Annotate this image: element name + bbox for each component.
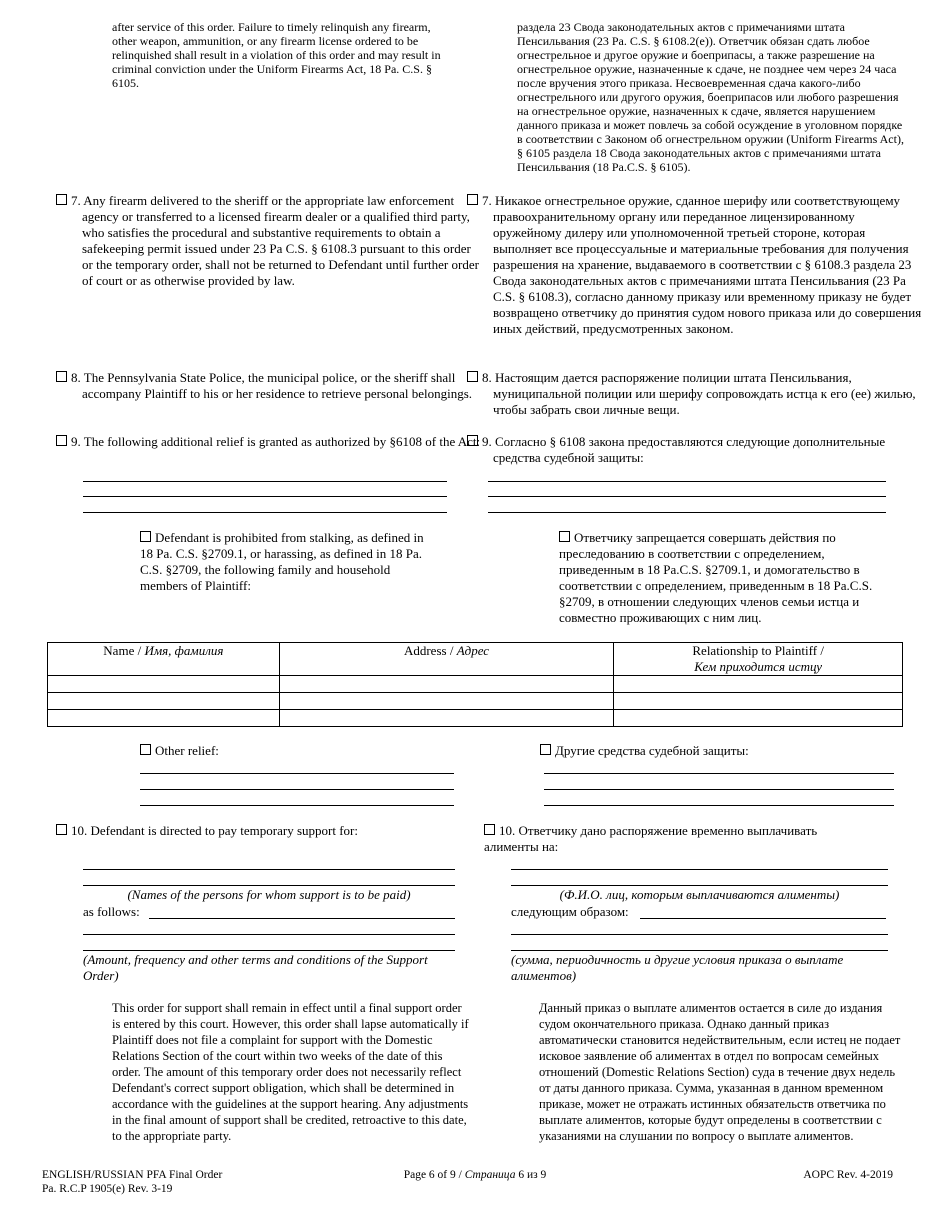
other-relief-line-en[interactable] bbox=[140, 789, 454, 790]
item-8-en: 8. The Pennsylvania State Police, the municipal police, or the sheriff shall accompany Plaintiff to his or her residence to retrieve personal belongings. bbox=[56, 370, 482, 402]
item-9-blank-line-ru[interactable] bbox=[488, 512, 886, 513]
table-cell[interactable] bbox=[48, 676, 280, 693]
item-9-checkbox-ru[interactable] bbox=[467, 435, 478, 446]
item-9-blank-line-ru[interactable] bbox=[488, 481, 886, 482]
item-9-checkbox-en[interactable] bbox=[56, 435, 67, 446]
as-follows-line-en[interactable] bbox=[149, 918, 455, 919]
other-relief-line-ru[interactable] bbox=[544, 789, 894, 790]
support-names-line-en[interactable] bbox=[83, 885, 455, 886]
names-caption-ru: (Ф.И.О. лиц, которым выплачиваются алименты) bbox=[559, 887, 840, 902]
table-cell[interactable] bbox=[279, 693, 614, 710]
support-amount-line-en[interactable] bbox=[83, 934, 455, 935]
support-names-line-ru[interactable] bbox=[511, 885, 888, 886]
item-8-checkbox-ru[interactable] bbox=[467, 371, 478, 382]
firearm-relinquish-text-ru: раздела 23 Свода законодательных актов с примечаниями штата Пенсильвания (23 Pa. C.S. § 6108.2(e)). Ответчик обязан сдать любое огнестрельное и другое оружие и боеприпасы, а также разрешение на огнестрельное оружие, назначенные к сдаче, не позднее чем через 24 часа после вручения этого приказа. Несвоевременная сдача какого-либо огнестрельного или другого оружия, боеприпасов или любого разрешения на огнестрельное оружие, назначенных к сдаче, является нарушением данного приказа и может повлечь за собой осуждение в уголовном порядке в соответствии с Законом об огнестрельном оружии (Uniform Firearms Act), § 6105 раздела 18 Свода законодательных актов с примечаниями штата Пенсильвания (18 Pa.C.S. § 6105). bbox=[517, 20, 904, 174]
amount-caption-ru: (сумма, периодичность и другие условия приказа о выплате алиментов) bbox=[511, 952, 844, 983]
item-7-checkbox-en[interactable] bbox=[56, 194, 67, 205]
table-cell[interactable] bbox=[48, 710, 280, 727]
item-10-ru: 10. Ответчику дано распоряжение временно выплачивать алименты на: bbox=[484, 823, 818, 854]
column-header-name: Name / Имя, фамилия bbox=[48, 643, 280, 676]
stalking-checkbox-ru[interactable] bbox=[559, 531, 570, 542]
as-follows-label-en: as follows: bbox=[83, 904, 140, 919]
support-amount-line-ru[interactable] bbox=[511, 934, 888, 935]
table-cell[interactable] bbox=[614, 710, 903, 727]
item-8-ru: 8. Настоящим дается распоряжение полиции штата Пенсильвания, муниципальной полиции или шерифу сопровождать истца к его (ее) жилью, чтобы забрать свои личные вещи. bbox=[467, 370, 923, 418]
support-amount-line-en[interactable] bbox=[83, 950, 455, 951]
other-relief-line-ru[interactable] bbox=[544, 805, 894, 806]
item-10-en: 10. Defendant is directed to pay temporary support for: bbox=[56, 823, 456, 839]
column-header-relationship: Relationship to Plaintiff / Кем приходится истцу bbox=[614, 643, 903, 676]
support-order-body-en: This order for support shall remain in effect until a final support order is entered by this court. However, this order shall lapse automatically if Plaintiff does not file a complaint for support with the Domestic Relations Section of the court within two weeks of the date of this order. The amount of this temporary order does not necessarily reflect Defendant's correct support obligation, which shall be determined in accordance with the guidelines at the support hearing. Any adjustments in the final amount of support shall be credited, retroactive to this date, to the appropriate party. bbox=[112, 1001, 469, 1143]
item-10-checkbox-en[interactable] bbox=[56, 824, 67, 835]
other-relief-checkbox-en[interactable] bbox=[140, 744, 151, 755]
table-cell[interactable] bbox=[614, 693, 903, 710]
item-7-en: 7. Any firearm delivered to the sheriff or the appropriate law enforcement agency or transferred to a licensed firearm dealer or a qualified third party, who satisfies the procedural and substantive requirements to obtain a safekeeping permit issued under 23 Pa C.S. § 6108.3 pursuant to this order or the temporary order, shall not be returned to Defendant until further order of court or as otherwise provided by law. bbox=[56, 193, 482, 289]
other-relief-checkbox-ru[interactable] bbox=[540, 744, 551, 755]
footer-page-number: Page 6 of 9 / Страница 6 из 9 bbox=[403, 1169, 547, 1181]
item-7-ru: 7. Никакое огнестрельное оружие, сданное шерифу или соответствующему правоохранительному органу или переданное лицензированному оружейному дилеру или уполномоченной третьей стороне, которая выполняет все процессуальные и материальные требования для получения разрешения на хранение, выдаваемого в соответствии с § 6108.3 раздела 23 Свода законодательных актов с примечаниями штата Пенсильвания (23 Pa C.S. § 6108.3), согласно данному приказу или временному приказу не будет возвращено ответчику до принятия судом нового приказа или до совершения иных действий, предусмотренных законом. bbox=[467, 193, 923, 337]
stalking-prohibition-ru: Ответчику запрещается совершать действия по преследованию в соответствии с определением, приведенным в 18 Pa.C.S. §2709.1, и домогательство в соответствии с определением, приведенным в 18 Pa.C.S. §2709, в отношении следующих членов семьи истца и совместно проживающих с ним лиц. bbox=[559, 530, 873, 625]
family-members-table bbox=[47, 642, 903, 727]
table-cell[interactable] bbox=[279, 710, 614, 727]
table-row bbox=[48, 676, 903, 693]
item-9-blank-line-en[interactable] bbox=[83, 481, 447, 482]
footer-form-title: ENGLISH/RUSSIAN PFA Final Order bbox=[42, 1169, 223, 1181]
support-names-line-ru[interactable] bbox=[511, 869, 888, 870]
table-row bbox=[48, 693, 903, 710]
support-names-line-en[interactable] bbox=[83, 869, 455, 870]
other-relief-line-en[interactable] bbox=[140, 773, 454, 774]
item-7-checkbox-ru[interactable] bbox=[467, 194, 478, 205]
support-order-body-ru: Данный приказ о выплате алиментов остается в силе до издания судом окончательного приказа. Однако данный приказ автоматически становится недействительным, если истец не подает исковое заявление об алиментах в отдел по вопросам семейных отношений (Domestic Relations Section) суда в течение двух недель от даты данного приказа. Сумма, указанная в данном временном приказе, может не отражать истинных обязательств ответчика по выплате алиментов, которые будут определены в соответствии с указаниями на слушании по вопросу о выплате алиментов. bbox=[539, 1001, 901, 1143]
footer-revision: AOPC Rev. 4-2019 bbox=[803, 1169, 893, 1181]
names-caption-en: (Names of the persons for whom support is to be paid) bbox=[127, 887, 411, 902]
table-cell[interactable] bbox=[614, 676, 903, 693]
item-9-blank-line-en[interactable] bbox=[83, 512, 447, 513]
table-cell[interactable] bbox=[279, 676, 614, 693]
stalking-prohibition-en: Defendant is prohibited from stalking, as defined in 18 Pa. C.S. §2709.1, or harassing, as defined in 18 Pa. C.S. §2709, the following family and household members of Plaintiff: bbox=[140, 530, 424, 593]
item-10-checkbox-ru[interactable] bbox=[484, 824, 495, 835]
other-relief-en: Other relief: bbox=[140, 743, 219, 759]
item-8-checkbox-en[interactable] bbox=[56, 371, 67, 382]
table-header-row bbox=[48, 643, 903, 676]
firearm-relinquish-text-en: after service of this order. Failure to timely relinquish any firearm, other weapon, ammunition, or any firearm license ordered to be relinquished shall result in a violation of this order and may result in criminal conviction under the Uniform Firearms Act, 18 Pa. C.S. § 6105. bbox=[112, 20, 441, 90]
column-header-address: Address / Адрес bbox=[279, 643, 614, 676]
item-9-blank-line-ru[interactable] bbox=[488, 496, 886, 497]
footer-rule-reference: Pa. R.C.P 1905(e) Rev. 3-19 bbox=[42, 1183, 173, 1195]
stalking-checkbox-en[interactable] bbox=[140, 531, 151, 542]
other-relief-ru: Другие средства судебной защиты: bbox=[540, 743, 749, 759]
other-relief-line-en[interactable] bbox=[140, 805, 454, 806]
table-row bbox=[48, 710, 903, 727]
table-cell[interactable] bbox=[48, 693, 280, 710]
item-9-en: 9. The following additional relief is granted as authorized by §6108 of the Act: bbox=[56, 434, 482, 450]
amount-caption-en: (Amount, frequency and other terms and conditions of the Support Order) bbox=[83, 952, 428, 983]
item-9-ru: 9. Согласно § 6108 закона предоставляются следующие дополнительные средства судебной защиты: bbox=[467, 434, 923, 466]
other-relief-line-ru[interactable] bbox=[544, 773, 894, 774]
support-amount-line-ru[interactable] bbox=[511, 950, 888, 951]
item-9-blank-line-en[interactable] bbox=[83, 496, 447, 497]
as-follows-label-ru: следующим образом: bbox=[511, 904, 629, 919]
as-follows-line-ru[interactable] bbox=[640, 918, 886, 919]
